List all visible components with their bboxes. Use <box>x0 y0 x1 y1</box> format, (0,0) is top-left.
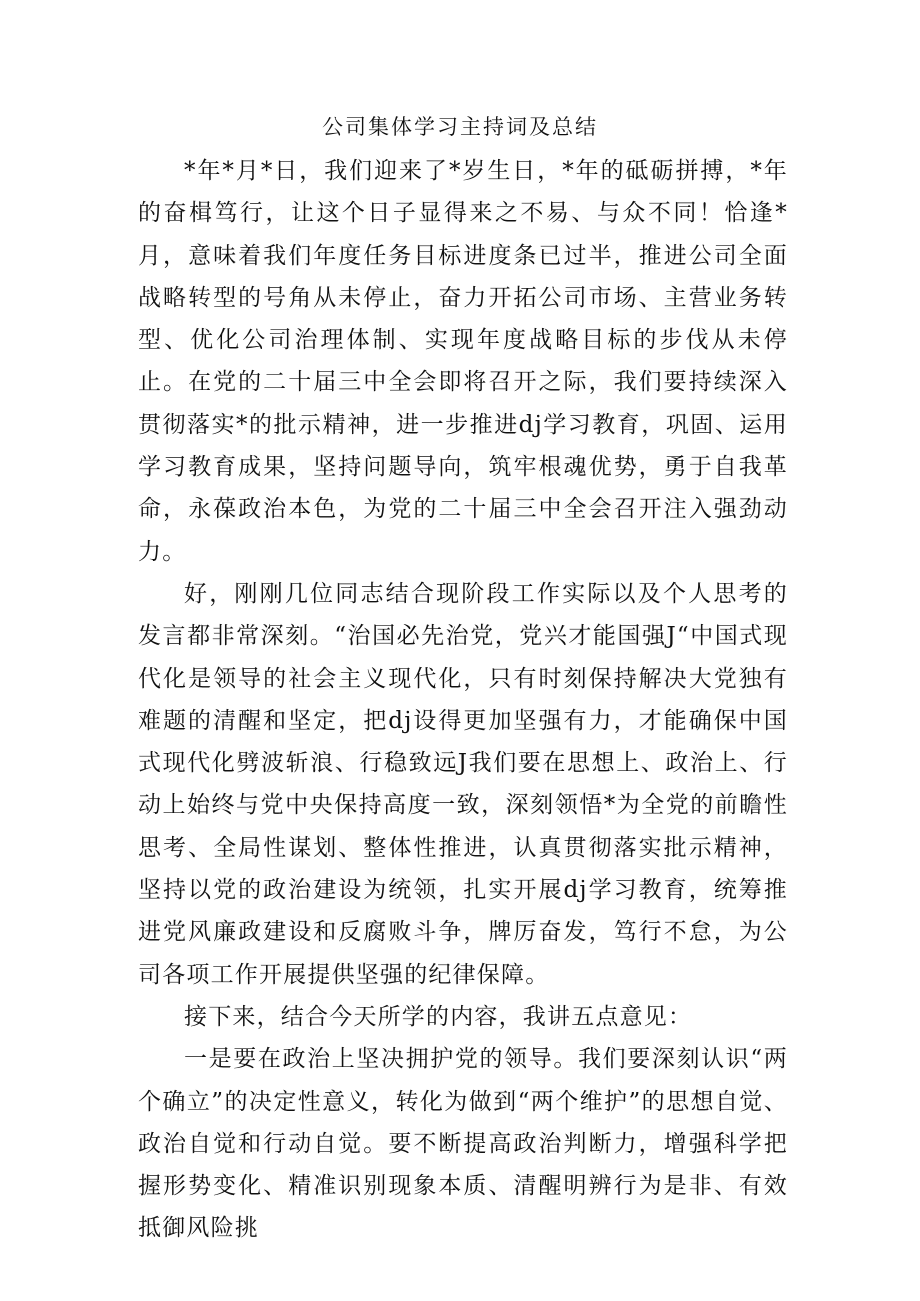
document-body <box>138 150 788 1250</box>
document-title: 公司集体学习主持词及总结 <box>322 115 598 139</box>
paragraph-transition: 接下来，结合今天所学的内容，我讲五点意见： <box>184 1003 693 1030</box>
paragraph-opening: *年*月*日，我们迎来了*岁生日，*年的砥砺拼搏，*年的奋楫笃行，让这个日子显得来之不易、与众不同！恰逢*月，意味着我们年度任务目标进度条已过半，推进公司全面战略转型的号角从未停止，奋力开拓公司市场、主营业务转型、优化公司治理体制、实现年度战略目标的步伐从未停止。在党的二十届三中全会即将召开之际，我们要持续深入贯彻落实*的批示精神，进一步推进dj学习教育，巩固、运用学习教育成果，坚持问题导向，筑牢根魂优势，勇于自我革命，永葆政治本色，为党的二十届三中全会召开注入强劲动力。 <box>138 158 788 565</box>
paragraph-remarks: 好，刚刚几位同志结合现阶段工作实际以及个人思考的发言都非常深刻。“治国必先治党，党兴才能国强J“中国式现代化是领导的社会主义现代化，只有时刻保持解决大党独有难题的清醒和坚定，把dj设得更加坚强有力，才能确保中国式现代化劈波斩浪、行稳致远J我们要在思想上、政治上、行动上始终与党中央保持高度一致，深刻领悟*为全党的前瞻性思考、全局性谋划、整体性推进，认真贯彻落实批示精神，坚持以党的政治建设为统领，扎实开展dj学习教育，统筹推进党风廉政建设和反腐败斗争，牌厉奋发，笃行不怠，为公司各项工作开展提供坚强的纪律保障。 <box>138 580 788 988</box>
paragraph-point-one: 一是要在政治上坚决拥护党的领导。我们要深刻认识“两个确立”的决定性意义，转化为做到“两个维护”的思想自觉、政治自觉和行动自觉。要不断提高政治判断力，增强科学把握形势变化、精准识别现象本质、清醒明辨行为是非、有效抵御风险挑 <box>138 1046 788 1242</box>
